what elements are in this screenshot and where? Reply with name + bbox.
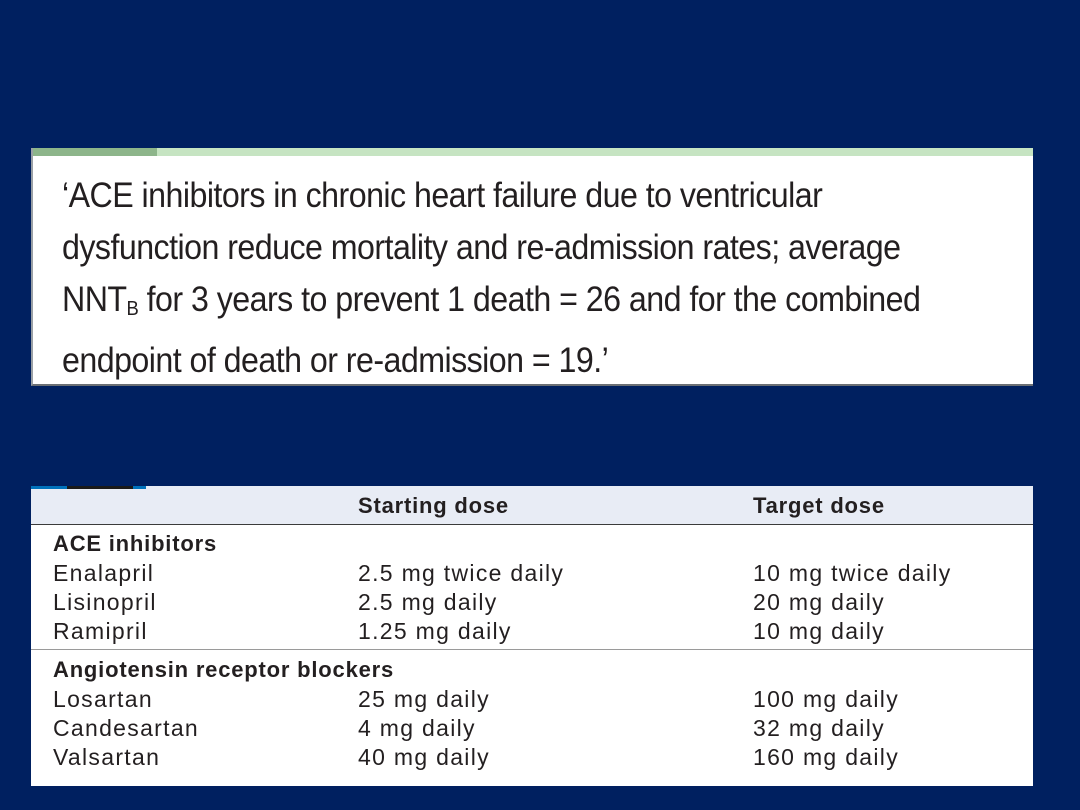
drug-name: Enalapril — [53, 560, 155, 586]
table-row — [31, 744, 1033, 773]
target-dose: 32 mg daily — [753, 715, 885, 741]
drug-name: Ramipril — [53, 618, 148, 644]
drug-name: Lisinopril — [53, 589, 157, 615]
starting-dose: 40 mg daily — [358, 744, 490, 770]
table-row — [31, 686, 1033, 715]
quote-accent-bar — [33, 148, 157, 156]
dose-table — [31, 486, 1033, 786]
target-dose: 10 mg daily — [753, 618, 885, 644]
header-target-dose: Target dose — [753, 493, 885, 518]
quote-line-2: dysfunction reduce mortality and re-admission rates; average — [62, 228, 901, 267]
table-header — [31, 486, 1033, 525]
starting-dose: 2.5 mg twice daily — [358, 560, 565, 586]
nnt-subscript: B — [126, 298, 139, 320]
table-row — [31, 589, 1033, 618]
table-row — [31, 715, 1033, 744]
section-title: ACE inhibitors — [53, 531, 217, 556]
quote-top-bar — [157, 148, 1033, 156]
drug-name: Losartan — [53, 686, 153, 712]
table-row — [31, 618, 1033, 647]
target-dose: 10 mg twice daily — [753, 560, 952, 586]
drug-name: Candesartan — [53, 715, 199, 741]
starting-dose: 25 mg daily — [358, 686, 490, 712]
header-starting-dose: Starting dose — [358, 493, 509, 518]
quote-box — [31, 148, 1033, 386]
target-dose: 160 mg daily — [753, 744, 900, 770]
nnt-label: NNT — [62, 280, 127, 319]
quote-line-3-rest: for 3 years to prevent 1 death = 26 and for the combined — [138, 280, 921, 319]
target-dose: 20 mg daily — [753, 589, 885, 615]
section-title: Angiotensin receptor blockers — [53, 657, 395, 682]
starting-dose: 2.5 mg daily — [358, 589, 498, 615]
quote-line-4: endpoint of death or re-admission = 19.’ — [62, 341, 609, 380]
quote-text — [62, 170, 954, 387]
table-row — [31, 560, 1033, 589]
quote-line-1: ‘ACE inhibitors in chronic heart failure due to ventricular — [62, 176, 823, 215]
starting-dose: 1.25 mg daily — [358, 618, 512, 644]
drug-name: Valsartan — [53, 744, 161, 770]
starting-dose: 4 mg daily — [358, 715, 476, 741]
header-accent-strip-dark — [67, 486, 133, 489]
section-divider — [31, 649, 1033, 650]
quote-line-3 — [62, 274, 954, 335]
target-dose: 100 mg daily — [753, 686, 900, 712]
